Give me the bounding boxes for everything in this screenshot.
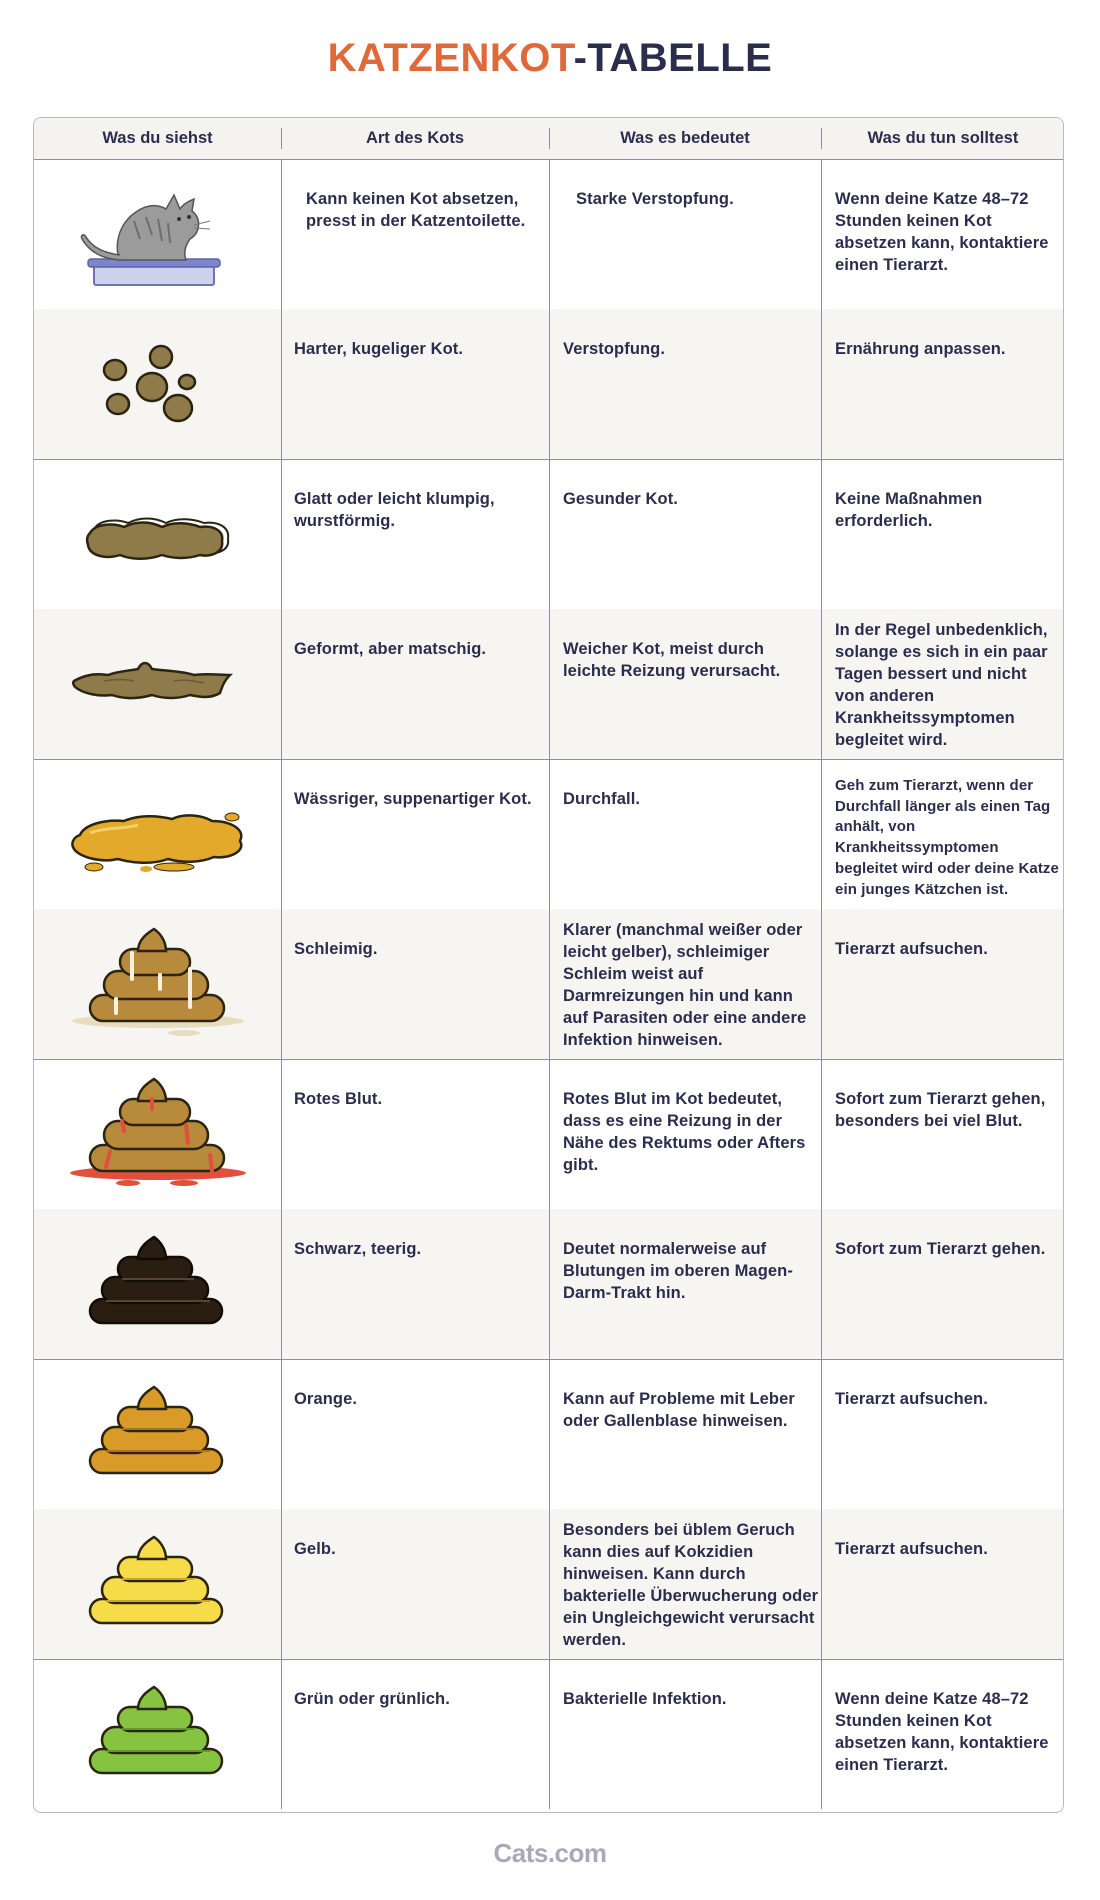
orange-stool-icon — [34, 1359, 281, 1509]
table-header — [34, 118, 1063, 160]
header-type: Art des Kots — [365, 129, 465, 147]
header-meaning: Was es bedeutet — [620, 129, 750, 147]
row-meaning: Durchfall. — [563, 790, 641, 808]
bloody-stool-icon — [34, 1059, 281, 1209]
row-type: Schwarz, teerig. — [294, 1240, 422, 1258]
table-row — [34, 1509, 1063, 1660]
table-row — [34, 1059, 1063, 1210]
soft-stool-icon — [34, 609, 281, 759]
row-action: Wenn deine Katze 48–72 Stunden keinen Kot absetzen kann, kontaktiere einen Tierarzt. — [835, 190, 1049, 274]
mucus-stool-icon — [34, 909, 281, 1059]
row-type: Grün oder grünlich. — [294, 1690, 450, 1708]
row-type: Rotes Blut. — [294, 1090, 383, 1108]
row-action: In der Regel unbedenklich, solange es sich in ein paar Tagen bessert und nicht von anderen Krankheitssymptomen begleitet wird. — [835, 621, 1048, 749]
table-row — [34, 1359, 1063, 1510]
page-title — [0, 30, 1100, 86]
row-meaning: Rotes Blut im Kot bedeutet, dass es eine Reizung in der Nähe des Rektums oder Afters gibt. — [563, 1090, 806, 1174]
table-row — [34, 309, 1063, 460]
table-row — [34, 759, 1063, 910]
header-action: Was du tun solltest — [867, 129, 1019, 147]
row-meaning: Bakterielle Infektion. — [563, 1690, 727, 1708]
row-type: Wässriger, suppenartiger Kot. — [294, 790, 532, 808]
row-action: Ernährung anpassen. — [835, 340, 1006, 358]
row-type: Glatt oder leicht klumpig, wurstförmig. — [294, 490, 495, 530]
row-meaning: Besonders bei üblem Geruch kann dies auf Kokzidien hinweisen. Kann durch bakterielle Überwucherung oder ein Ungleichgewicht verursacht werden. — [563, 1521, 819, 1649]
table-row — [34, 459, 1063, 610]
row-type: Schleimig. — [294, 940, 378, 958]
row-action: Tierarzt aufsuchen. — [835, 1390, 988, 1408]
table-row — [34, 1659, 1063, 1809]
row-action: Geh zum Tierarzt, wenn der Durchfall länger als einen Tag anhält, von Krankheitssymptomen begleitet wird oder deine Katze ein junges Kätzchen ist. — [835, 777, 1059, 898]
row-meaning: Gesunder Kot. — [563, 490, 678, 508]
title-rest: -TABELLE — [573, 36, 773, 80]
poop-chart-table — [33, 117, 1064, 1813]
table-row — [34, 159, 1063, 310]
row-type: Geformt, aber matschig. — [294, 640, 487, 658]
row-action: Sofort zum Tierarzt gehen. — [835, 1240, 1046, 1258]
row-type: Gelb. — [294, 1540, 336, 1558]
cat-in-litter-box-icon — [34, 159, 281, 309]
row-type: Harter, kugeliger Kot. — [294, 340, 464, 358]
row-type: Orange. — [294, 1390, 358, 1408]
hard-pellets-icon — [34, 309, 281, 459]
watery-puddle-icon — [34, 759, 281, 909]
row-meaning: Klarer (manchmal weißer oder leicht gelber), schleimiger Schleim weist auf Darmreizungen hin und kann auf Parasiten oder eine andere Infektion hinweisen. — [563, 921, 807, 1049]
row-type: Kann keinen Kot absetzen, presst in der Katzentoilette. — [306, 190, 526, 230]
row-action: Keine Maßnahmen erforderlich. — [835, 490, 983, 530]
title-accent: KATZENKOT — [327, 36, 574, 80]
table-row — [34, 909, 1063, 1060]
row-meaning: Verstopfung. — [563, 340, 666, 358]
yellow-stool-icon — [34, 1509, 281, 1659]
row-action: Sofort zum Tierarzt gehen, besonders bei viel Blut. — [835, 1090, 1046, 1130]
row-meaning: Deutet normalerweise auf Blutungen im oberen Magen-Darm-Trakt hin. — [563, 1240, 793, 1302]
table-row — [34, 609, 1063, 760]
table-row — [34, 1209, 1063, 1360]
black-stool-icon — [34, 1209, 281, 1359]
row-action: Tierarzt aufsuchen. — [835, 1540, 988, 1558]
row-action: Wenn deine Katze 48–72 Stunden keinen Kot absetzen kann, kontaktiere einen Tierarzt. — [835, 1690, 1049, 1774]
row-meaning: Weicher Kot, meist durch leichte Reizung verursacht. — [563, 640, 781, 680]
healthy-log-icon — [34, 459, 281, 609]
row-action: Tierarzt aufsuchen. — [835, 940, 988, 958]
row-meaning: Starke Verstopfung. — [576, 190, 734, 208]
green-stool-icon — [34, 1659, 281, 1809]
brand-footer: Cats.com — [493, 1838, 607, 1868]
row-meaning: Kann auf Probleme mit Leber oder Gallenblase hinweisen. — [563, 1390, 795, 1430]
header-what-you-see: Was du siehst — [102, 129, 213, 147]
